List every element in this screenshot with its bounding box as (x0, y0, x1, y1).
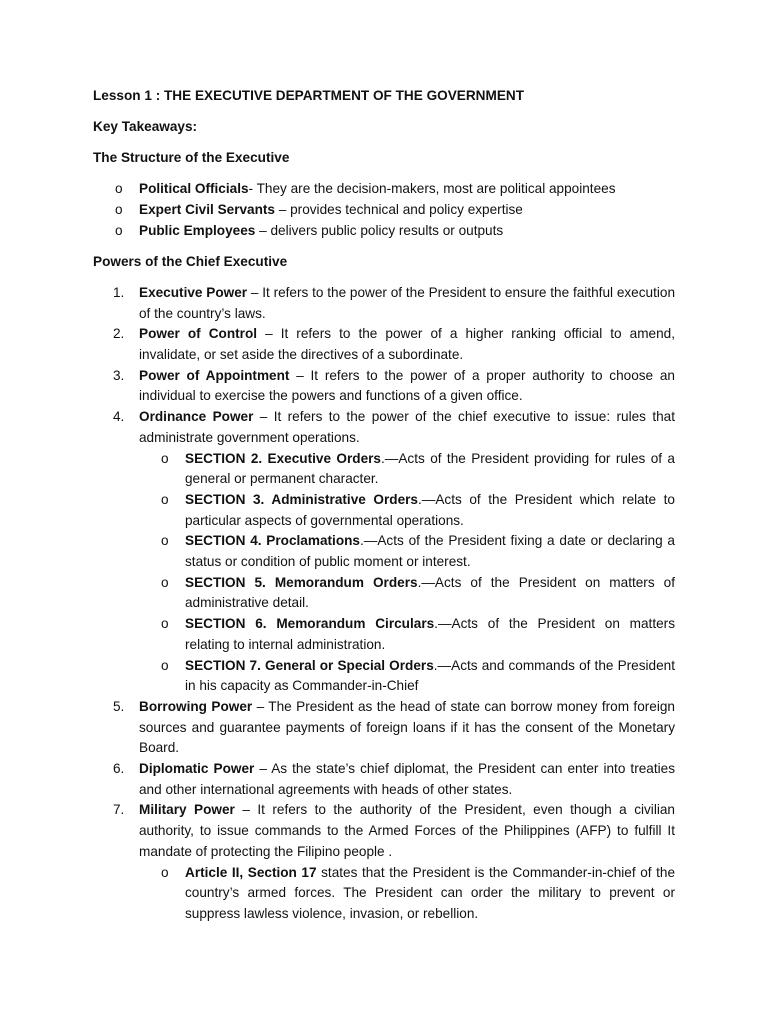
item-term: Power of Control (139, 326, 258, 342)
sub-term: SECTION 2. Executive Orders (185, 450, 381, 466)
item-text: – It refers to the power of the President to ensure the faithful execution of the country’s laws. (139, 284, 676, 321)
item-number: 7. (113, 802, 125, 818)
sub-text: .—Acts of the President on matters of administrative detail. (185, 574, 675, 611)
item-number: 2. (113, 326, 125, 342)
bullet-marker: o (161, 657, 169, 673)
sub-text: .—Acts and commands of the President in his capacity as Commander-in-Chief (185, 657, 675, 694)
structure-item (93, 179, 675, 200)
document-page (93, 86, 675, 925)
item-term: Executive Power (139, 284, 248, 300)
item-number: 6. (113, 761, 125, 777)
sub-term: Article II, Section 17 (185, 864, 317, 880)
power-item (93, 697, 675, 759)
item-text: – delivers public policy results or outputs (255, 222, 504, 238)
sub-term: SECTION 7. General or Special Orders (185, 657, 434, 673)
structure-item (93, 221, 675, 242)
sub-text: states that the President is the Commander-in-chief of the country’s armed forces. The President can order the military to prevent or suppress lawless violence, invasion, or rebellion. (185, 864, 675, 921)
sub-text: .—Acts of the President on matters relating to internal administration. (185, 616, 675, 652)
power-item (93, 283, 675, 324)
sub-item (139, 449, 675, 490)
bullet-marker: o (161, 616, 169, 632)
sub-item (139, 531, 675, 572)
bullet-marker: o (161, 450, 169, 466)
sub-text: .—Acts of the President providing for rules of a general or permanent character. (185, 450, 675, 487)
item-number: 4. (113, 409, 125, 425)
sub-item (139, 656, 675, 697)
power-item (93, 366, 675, 407)
item-text: – As the state’s chief diplomat, the President can enter into treaties and other international agreements with heads of other states. (139, 761, 676, 797)
sub-term: SECTION 5. Memorandum Orders (185, 574, 418, 590)
military-sublist (139, 863, 675, 925)
structure-heading: The Structure of the Executive (93, 150, 290, 166)
sub-item (139, 614, 675, 655)
power-item (93, 407, 675, 697)
power-item (93, 324, 675, 365)
item-text: – It refers to the power of a proper authority to choose an individual to exercise the powers and functions of a given office. (139, 367, 675, 404)
item-term: Public Employees (139, 222, 256, 238)
item-text: – provides technical and policy expertise (275, 201, 523, 217)
item-text: - They are the decision-makers, most are political appointees (248, 181, 616, 197)
powers-list (93, 283, 675, 925)
item-number: 5. (113, 698, 125, 714)
key-takeaways-label: Key Takeaways: (93, 119, 198, 135)
item-term: Diplomatic Power (139, 761, 255, 777)
item-number: 1. (113, 284, 125, 300)
sub-item (139, 573, 675, 614)
item-text: – The President as the head of state can borrow money from foreign sources and guarantee payments of foreign loans if it has the consent of the Monetary Board. (139, 698, 675, 756)
item-text: – It refers to the power of a higher ranking official to amend, invalidate, or set aside the directives of a subordinate. (139, 326, 675, 362)
bullet-marker: o (161, 533, 169, 549)
item-term: Borrowing Power (139, 698, 253, 714)
sub-term: SECTION 3. Administrative Orders (185, 491, 418, 507)
structure-item (93, 200, 675, 221)
item-text: – It refers to the authority of the President, even though a civilian authority, to issue commands to the Armed Forces of the Philippines (AFP) to fulfill It mandate of protecting the Filipino people . (139, 802, 675, 859)
lesson-title: Lesson 1 : THE EXECUTIVE DEPARTMENT OF THE GOVERNMENT (93, 88, 525, 103)
item-term: Expert Civil Servants (139, 201, 275, 217)
sub-term: SECTION 6. Memorandum Circulars (185, 616, 435, 632)
bullet-marker: o (115, 222, 123, 238)
power-item (93, 800, 675, 924)
bullet-marker: o (161, 864, 169, 880)
bullet-marker: o (161, 574, 169, 590)
sub-text: .—Acts of the President fixing a date or declaring a status or condition of public moment or interest. (185, 533, 675, 570)
sub-item (139, 863, 675, 925)
item-term: Power of Appointment (139, 367, 290, 383)
sub-text: .—Acts of the President which relate to particular aspects of governmental operations. (185, 491, 675, 528)
bullet-marker: o (115, 181, 123, 197)
item-text: – It refers to the power of the chief executive to issue: rules that administrate government operations. (139, 409, 676, 445)
structure-list (93, 179, 675, 241)
item-number: 3. (113, 367, 125, 383)
item-term: Military Power (139, 802, 235, 818)
sub-term: SECTION 4. Proclamations (185, 533, 360, 549)
bullet-marker: o (115, 201, 123, 217)
bullet-marker: o (161, 491, 169, 507)
item-term: Political Officials (139, 181, 249, 197)
sub-item (139, 490, 675, 531)
powers-heading: Powers of the Chief Executive (93, 253, 288, 269)
ordinance-sublist (139, 449, 675, 697)
power-item (93, 759, 675, 800)
item-term: Ordinance Power (139, 409, 254, 425)
